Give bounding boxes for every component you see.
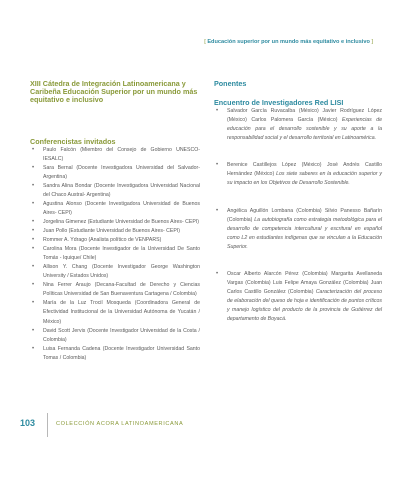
list-item (214, 207, 382, 252)
list-item: • Sara Bernal (Docente Investigadora Universidad del Salvador- Argentina) (30, 164, 200, 182)
paper-title: La autobiografía como estrategia metodológica para el desarrollo de competencia intercultural y escritural en español como L2 en estudiantes indígenas que se vinculan a la Educación Superior. (227, 216, 382, 250)
list-item: • María de la Luz Trocil Mosqueda (Coordinadora General de Efectividad Institucional de la Universidad Autónoma de Yucatán / México) (30, 299, 200, 326)
right-column (214, 80, 382, 342)
list-item: • Paulo Falcón (Miembro del Consejo de Gobierno UNESCO-IESALC) (30, 146, 200, 164)
papers-list (214, 107, 382, 324)
list-item (214, 270, 382, 324)
list-item: • David Scott Jervis (Docente Investigador Universidad de la Costa / Colombia) (30, 327, 200, 345)
page-number: 103 (20, 418, 36, 428)
running-head (204, 39, 373, 45)
left-column (30, 80, 200, 363)
list-item (214, 107, 382, 143)
list-item: • Luisa Fernanda Cadena (Docente Investigador Universidad Santo Tomas / Colombia) (30, 345, 200, 363)
list-item: • Juan Pollo (Estudiante Universidad de Buenos Aires- CEPI) (30, 227, 200, 236)
running-head-open-bracket: [ (204, 39, 208, 45)
paper-authors: Salvador García Ruvacalba (México) Javier Rodríguez López (México) Carlos Palomera García (México) (227, 108, 382, 124)
left-title: XIII Cátedra de Integración Latinoamericana y Caribeña Educación Superior por un mundo más equitativo e inclusivo (30, 79, 198, 105)
footer-divider (47, 413, 48, 437)
paper-title: Caracterización del proceso de elaboración del queso de hoja e identificación de puntos críticos y manejo logístico del producto de la provincia de Gutiérrez del departamento de Boyacá. (227, 288, 382, 322)
list-item: • Sandra Alina Bondar (Docente Investigadora Universidad Nacional del Chaco Austral- Argentina) (30, 182, 200, 200)
running-head-text: Educación superior por un mundo más equitativo e inclusivo (207, 39, 370, 45)
speakers-list (30, 146, 200, 363)
list-item: • Jorgelina Gimenez (Estudiante Universidad de Buenos Aires- CEPI) (30, 218, 200, 227)
right-title: Ponentes (214, 79, 247, 88)
list-item: • Allison Y. Chang (Docente Investigador George Washington University / Estados Unidos) (30, 263, 200, 281)
collection-name: COLECCIÓN ACORA LATINOAMERICANA (56, 421, 184, 427)
paper-authors: Angélica Aguillón Lombana (Colombia) Silvio Panesso Bañarín (Colombia) (227, 207, 382, 223)
paper-authors: Oscar Alberto Alarcón Pérez (Colombia) Margarita Avellaneda Vargas (Colombia) Luis Felipe Amaya González (Colombia) Juan Carlos Castillo González (Colombia) (227, 270, 382, 295)
speakers-heading: Conferencistas invitados (30, 136, 116, 146)
list-item (214, 161, 382, 188)
list-item: • Agustina Alonso (Docente Investigadora Universidad de Buenos Aires- CEPI) (30, 200, 200, 218)
list-item: • Nina Ferrer Araujo (Decana-Facultad de Derecho y Ciencias Políticas Universidad de San Buenaventura Cartagena / Colombia) (30, 281, 200, 299)
paper-title: Los siete saberes en la educación superior y su impacto en los Objetivos de Desarrollo Sostenible. (227, 171, 382, 187)
researchers-heading: Encuentro de Investigadores Red LISI (214, 98, 344, 108)
paper-title: Experiencias de educación para el desarrollo sostenible y su aporte a la responsabilidad social y el desarrollo territorial en Latinoamérica. (227, 117, 382, 142)
list-item: • Carolina Mora (Docente Investigador de la Universidad De Santo Tomás - Iquique/ Chile) (30, 245, 200, 263)
list-item: • Rommer A. Ydrago (Analista político de VENPARS) (30, 236, 200, 245)
paper-authors: Berenice Castillejos López (México) José Andrés Castillo Hernández (México) (227, 162, 382, 178)
running-head-close-bracket: ] (369, 39, 373, 45)
